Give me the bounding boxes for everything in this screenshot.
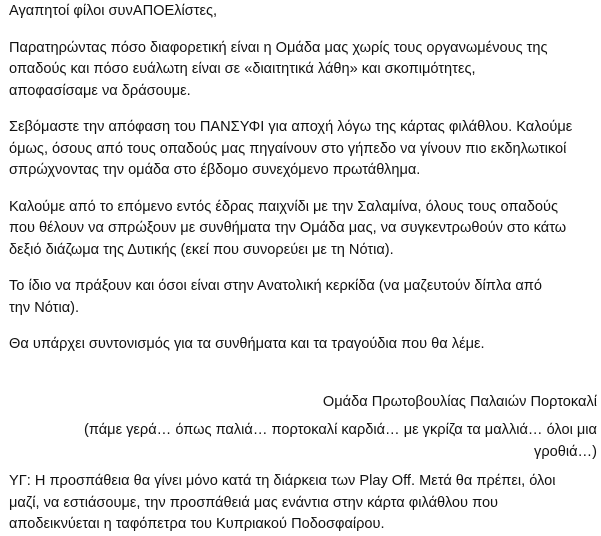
postscript: [9, 471, 597, 536]
text-line: Το ίδιο να πράξουν και όσοι είναι στην Ανατολική κερκίδα (να μαζευτούν δίπλα από: [9, 278, 542, 294]
text-line: την Νότια).: [9, 299, 80, 316]
paragraph-coordination: [9, 334, 597, 356]
motto-line: γροθιά…): [534, 443, 597, 460]
postscript-line: μαζί, να εστιάσουμε, την προσπάθειά μας ενάντια στην κάρτα φιλάθλου που: [9, 494, 499, 511]
letter-document: [9, 1, 597, 536]
text-line: Σεβόμαστε την απόφαση του ΠΑΝΣΥΦΙ για αποχή λόγω της κάρτας φιλάθλου. Καλούμε: [9, 119, 573, 135]
text-line: δεξιό διάζωμα της Δυτικής (εκεί που συνορεύει με τη Νότια).: [9, 241, 394, 258]
paragraph-respect-decision: [9, 117, 597, 182]
motto: [9, 420, 597, 463]
greeting-line: Αγαπητοί φίλοι συνΑΠΟΕλίστες,: [9, 3, 218, 19]
text-line: αποφασίσαμε να δράσουμε.: [9, 82, 191, 99]
text-line: οπαδούς και πόσο ευάλωτη είναι σε «διαιτητικά λάθη» και σκοπιμότητες,: [9, 61, 476, 77]
text-line: που θέλουν να σπρώξουν με συνθήματα την Ομάδα μας, να συγκεντρωθούν στο κάτω: [9, 220, 567, 236]
motto-line: (πάμε γερά… όπως παλιά… πορτοκαλί καρδιά… με γκρίζα τα μαλλιά… όλοι μια: [84, 422, 597, 438]
text-line: σπρώχνοντας την ομάδα στο έβδομο συνεχόμενο πρωτάθλημα.: [9, 162, 421, 178]
paragraph-call-to-gather: [9, 197, 597, 262]
paragraph-observation: [9, 38, 597, 103]
greeting: [9, 1, 597, 23]
postscript-line: ΥΓ: Η προσπάθεια θα γίνει μόνο κατά τη διάρκεια των Play Off. Μετά θα πρέπει, όλοι: [9, 473, 556, 489]
paragraph-east-stand: [9, 276, 597, 319]
text-line: Θα υπάρχει συντονισμός για τα συνθήματα και τα τραγούδια που θα λέμε.: [9, 336, 485, 352]
text-line: Καλούμε από το επόμενο εντός έδρας παιχνίδι με την Σαλαμίνα, όλους τους οπαδούς: [9, 198, 558, 215]
signature: [9, 392, 597, 414]
signature-line: Ομάδα Πρωτοβουλίας Παλαιών Πορτοκαλί: [322, 393, 597, 410]
text-line: όμως, όσους από τους οπαδούς μας πηγαίνουν στο γήπεδο να γίνουν πιο εκδηλωτικοί: [9, 140, 567, 157]
text-line: Παρατηρώντας πόσο διαφορετική είναι η Ομάδα μας χωρίς τους οργανωμένους της: [9, 39, 548, 56]
postscript-line: αποδεικνύεται η ταφόπετρα του Κυπριακού Ποδοσφαίρου.: [9, 516, 385, 532]
